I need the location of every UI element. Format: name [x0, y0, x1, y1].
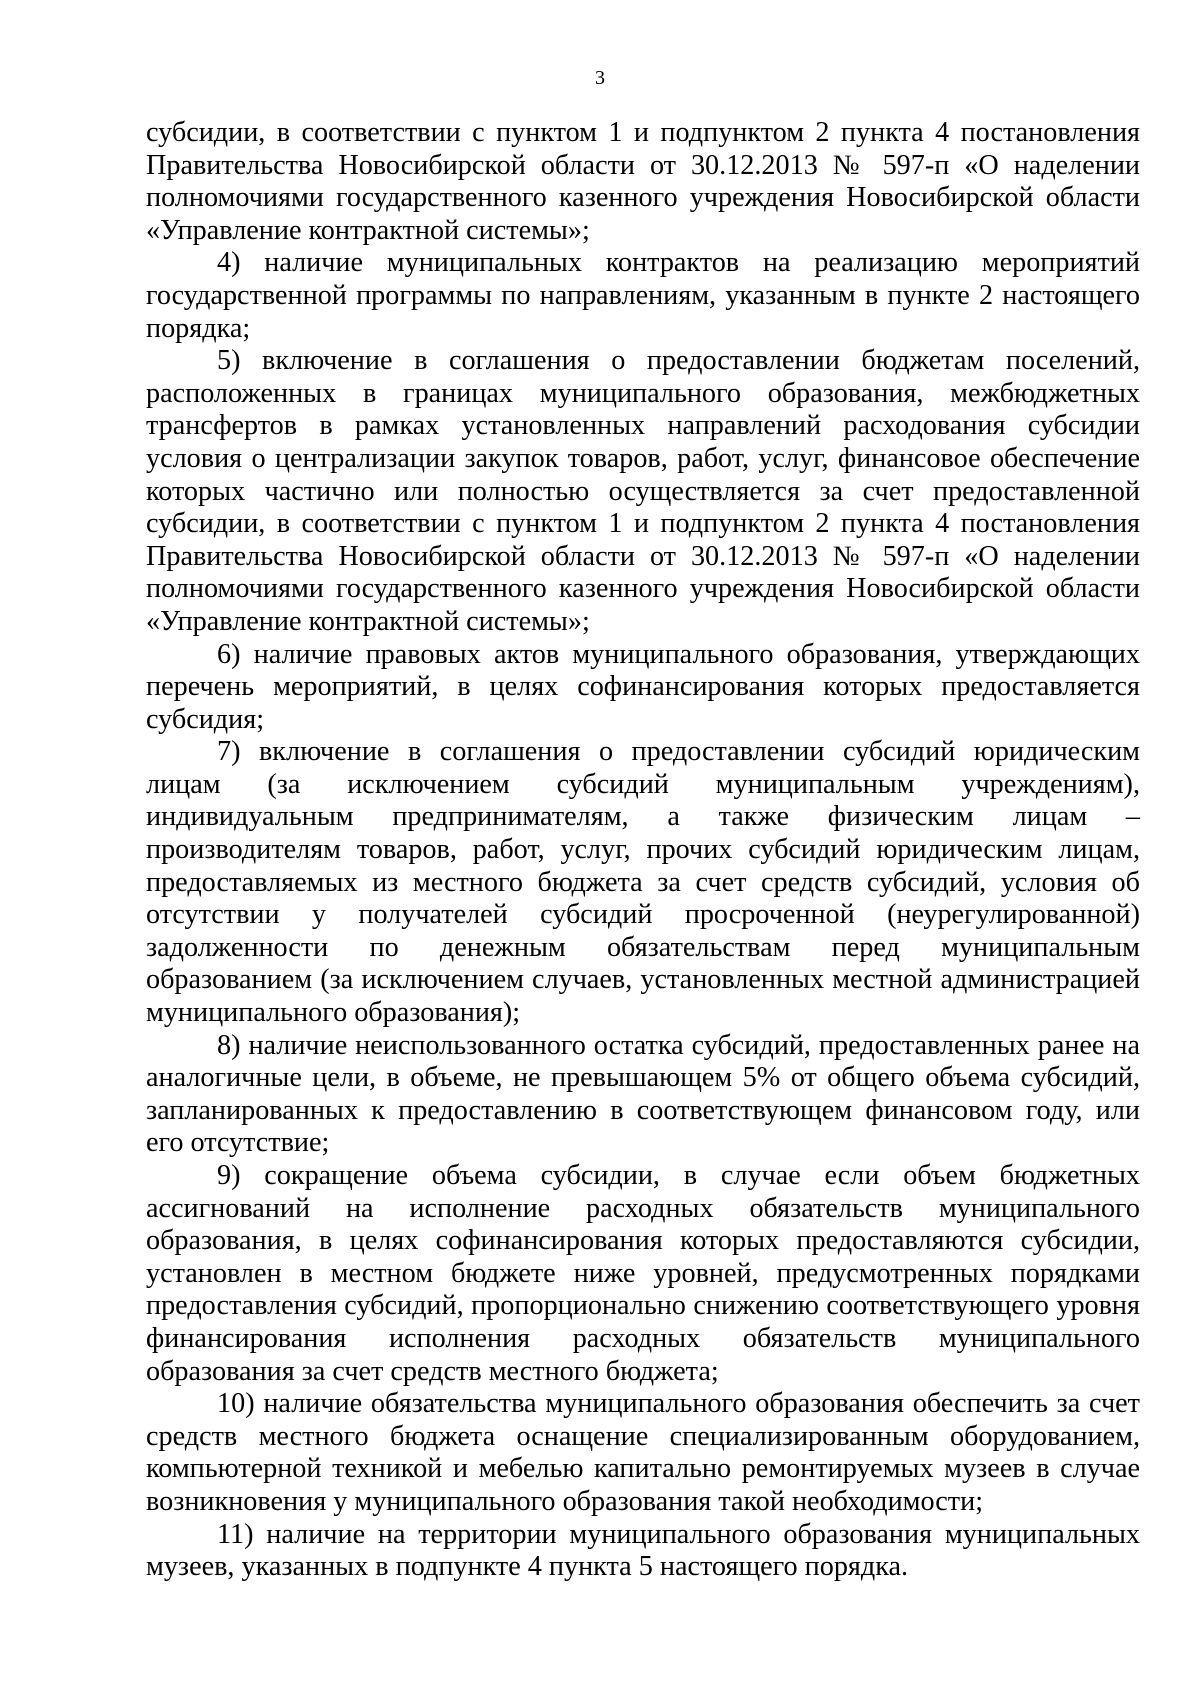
paragraph-item-8: 8) наличие неиспользованного остатка субсидий, предоставленных ранее на аналогичные цели, в объеме, не превышающем 5% от общего объема субсидий, запланированных к предоставлению в соответствующем финансовом году, или его отсутствие;	[146, 1029, 1140, 1159]
paragraph-continuation: субсидии, в соответствии с пунктом 1 и подпунктом 2 пункта 4 постановления Правительства Новосибирской области от 30.12.2013 № 597-п «О наделении полномочиями государственного казенного учреждения Новосибирской области «Управление контрактной системы»;	[146, 117, 1140, 246]
paragraph-item-10: 10) наличие обязательства муниципального образования обеспечить за счет средств местного бюджета оснащение специализированным оборудованием, компьютерной техникой и мебелью капитально ремонтируемых музеев в случае возникновения у муниципального образования такой необходимости;	[146, 1388, 1140, 1517]
paragraph-item-11: 11) наличие на территории муниципального образования муниципальных музеев, указанных в подпункте 4 пункта 5 настоящего порядка.	[146, 1518, 1140, 1583]
paragraph-item-7: 7) включение в соглашения о предоставлении субсидий юридическим лицам (за исключением субсидий муниципальным учреждениям), индивидуальным предпринимателям, а также физическим лицам – производителям товаров, работ, услуг, прочих субсидий юридическим лицам, предоставляемых из местного бюджета за счет средств субсидий, условия об отсутствии у получателей субсидий просроченной (неурегулированной) задолженности по денежным обязательствам перед муниципальным образованием (за исключением случаев, установленных местной администрацией муниципального образования);	[146, 736, 1140, 1029]
paragraph-item-5: 5) включение в соглашения о предоставлении бюджетам поселений, расположенных в границах муниципального образования, межбюджетных трансфертов в рамках установленных направлений расходования субсидии условия о централизации закупок товаров, работ, услуг, финансовое обеспечение которых частично или полностью осуществляется за счет предоставленной субсидии, в соответствии с пунктом 1 и подпунктом 2 пункта 4 постановления Правительства Новосибирской области от 30.12.2013 № 597-п «О наделении полномочиями государственного казенного учреждения Новосибирской области «Управление контрактной системы»;	[146, 345, 1140, 637]
paragraph-item-9: 9) сокращение объема субсидии, в случае если объем бюджетных ассигнований на исполнение расходных обязательств муниципального образования, в целях софинансирования которых предоставляются субсидии, установлен в местном бюджете ниже уровней, предусмотренных порядками предоставления субсидий, пропорционально снижению соответствующего уровня финансирования исполнения расходных обязательств муниципального образования за счет средств местного бюджета;	[146, 1160, 1140, 1387]
document-body	[146, 117, 1140, 1584]
page-number: 3	[595, 67, 605, 89]
paragraph-item-6: 6) наличие правовых актов муниципального образования, утверждающих перечень мероприятий, в целях софинансирования которых предоставляется субсидия;	[146, 638, 1140, 735]
paragraph-item-4: 4) наличие муниципальных контрактов на реализацию мероприятий государственной программы по направлениям, указанным в пункте 2 настоящего порядка;	[146, 247, 1140, 344]
